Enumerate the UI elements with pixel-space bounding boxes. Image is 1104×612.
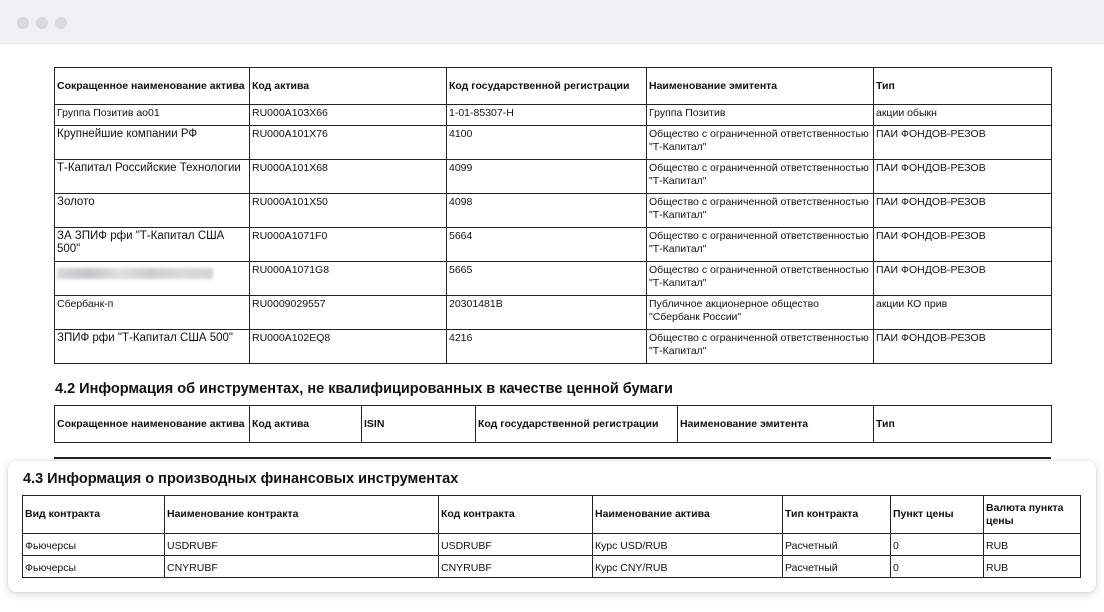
table-row bbox=[55, 228, 1052, 262]
derivatives-table bbox=[22, 495, 1081, 578]
cell-contract-code: CNYRUBF bbox=[439, 556, 593, 578]
table-row bbox=[23, 534, 1081, 556]
minimize-dot-icon[interactable] bbox=[36, 17, 48, 29]
cell-asset-code: RU000A101X68 bbox=[250, 160, 447, 194]
cell-currency: RUB bbox=[984, 534, 1081, 556]
cell-asset-code: RU0009029557 bbox=[250, 296, 447, 330]
cell-currency: RUB bbox=[984, 556, 1081, 578]
header-asset-short-name: Сокращенное наименование актива bbox=[55, 406, 250, 443]
cell-asset-code: RU000A101X76 bbox=[250, 126, 447, 160]
cell-asset-code: RU000A103X66 bbox=[250, 105, 447, 126]
cell-contract-kind: Фьючерсы bbox=[23, 534, 165, 556]
header-asset-code: Код актива bbox=[250, 68, 447, 105]
cell-issuer: Общество с ограниченной ответственностью "Т-Капитал" bbox=[647, 262, 874, 296]
cell-reg-code: 4098 bbox=[447, 194, 647, 228]
cell-contract-code: USDRUBF bbox=[439, 534, 593, 556]
header-state-reg-code: Код государственной регистрации bbox=[476, 406, 678, 443]
cell-type: ПАИ ФОНДОВ-РЕЗОВ bbox=[874, 126, 1052, 160]
cell-asset-name bbox=[55, 262, 250, 296]
header-contract-code: Код контракта bbox=[439, 496, 593, 534]
cell-type: ПАИ ФОНДОВ-РЕЗОВ bbox=[874, 228, 1052, 262]
cell-asset-name: Курс USD/RUB bbox=[593, 534, 783, 556]
header-price-point-currency: Валюта пункта цены bbox=[984, 496, 1081, 534]
header-isin: ISIN bbox=[362, 406, 476, 443]
table-header-row bbox=[23, 496, 1081, 534]
cell-asset-name: Группа Позитив ао01 bbox=[55, 105, 250, 126]
table-row bbox=[55, 105, 1052, 126]
cell-issuer: Общество с ограниченной ответственностью "Т-Капитал" bbox=[647, 126, 874, 160]
cell-type: ПАИ ФОНДОВ-РЕЗОВ bbox=[874, 330, 1052, 364]
maximize-dot-icon[interactable] bbox=[55, 17, 67, 29]
table-row bbox=[55, 126, 1052, 160]
header-contract-type: Тип контракта bbox=[783, 496, 891, 534]
cell-issuer: Группа Позитив bbox=[647, 105, 874, 126]
header-type: Тип bbox=[874, 68, 1052, 105]
header-contract-kind: Вид контракта bbox=[23, 496, 165, 534]
header-issuer-name: Наименование эмитента bbox=[647, 68, 874, 105]
cell-reg-code: 5665 bbox=[447, 262, 647, 296]
cell-issuer: Общество с ограниченной ответственностью "Т-Капитал" bbox=[647, 330, 874, 364]
table-row bbox=[55, 296, 1052, 330]
table-header-row bbox=[55, 68, 1052, 105]
redacted-name bbox=[57, 268, 213, 279]
cell-contract-name: CNYRUBF bbox=[165, 556, 439, 578]
cell-contract-type: Расчетный bbox=[783, 534, 891, 556]
cell-asset-code: RU000A1071F0 bbox=[250, 228, 447, 262]
cell-type: ПАИ ФОНДОВ-РЕЗОВ bbox=[874, 262, 1052, 296]
cell-asset-name: Крупнейшие компании РФ bbox=[55, 126, 250, 160]
cell-price-point: 0 bbox=[891, 534, 984, 556]
cell-issuer: Общество с ограниченной ответственностью "Т-Капитал" bbox=[647, 194, 874, 228]
section-4-2-title: 4.2 Информация об инструментах, не квалифицированных в качестве ценной бумаги bbox=[55, 381, 673, 397]
table-row bbox=[55, 194, 1052, 228]
cell-asset-name: Т-Капитал Российские Технологии bbox=[55, 160, 250, 194]
header-type: Тип bbox=[874, 406, 1052, 443]
cell-asset-code: RU000A102EQ8 bbox=[250, 330, 447, 364]
header-issuer-name: Наименование эмитента bbox=[678, 406, 874, 443]
cell-type: акции обыкн bbox=[874, 105, 1052, 126]
cell-asset-name: Сбербанк-п bbox=[55, 296, 250, 330]
cell-asset-code: RU000A1071G8 bbox=[250, 262, 447, 296]
cell-contract-kind: Фьючерсы bbox=[23, 556, 165, 578]
cell-reg-code: 20301481B bbox=[447, 296, 647, 330]
assets-table bbox=[54, 67, 1052, 364]
table-row bbox=[23, 556, 1081, 578]
cell-reg-code: 4100 bbox=[447, 126, 647, 160]
table-row bbox=[55, 160, 1052, 194]
cell-contract-name: USDRUBF bbox=[165, 534, 439, 556]
cell-issuer: Общество с ограниченной ответственностью "Т-Капитал" bbox=[647, 160, 874, 194]
header-state-reg-code: Код государственной регистрации bbox=[447, 68, 647, 105]
cell-issuer: Общество с ограниченной ответственностью "Т-Капитал" bbox=[647, 228, 874, 262]
cell-contract-type: Расчетный bbox=[783, 556, 891, 578]
section-4-3-title: 4.3 Информация о производных финансовых инструментах bbox=[23, 471, 459, 487]
cell-asset-name: ЗА ЗПИФ рфи "Т-Капитал США 500" bbox=[55, 228, 250, 262]
cell-type: акции КО прив bbox=[874, 296, 1052, 330]
cell-reg-code: 5664 bbox=[447, 228, 647, 262]
cell-type: ПАИ ФОНДОВ-РЕЗОВ bbox=[874, 160, 1052, 194]
close-dot-icon[interactable] bbox=[17, 17, 29, 29]
cell-reg-code: 4099 bbox=[447, 160, 647, 194]
header-asset-name: Наименование актива bbox=[593, 496, 783, 534]
table-row bbox=[55, 262, 1052, 296]
cell-asset-code: RU000A101X50 bbox=[250, 194, 447, 228]
cell-price-point: 0 bbox=[891, 556, 984, 578]
header-asset-code: Код актива bbox=[250, 406, 362, 443]
section-divider bbox=[54, 457, 1051, 459]
window-title-bar bbox=[0, 0, 1104, 44]
cell-reg-code: 1-01-85307-H bbox=[447, 105, 647, 126]
table-header-row bbox=[55, 406, 1052, 443]
cell-asset-name: Золото bbox=[55, 194, 250, 228]
cell-issuer: Публичное акционерное общество "Сбербанк России" bbox=[647, 296, 874, 330]
non-security-instruments-table bbox=[54, 405, 1052, 443]
table-row bbox=[55, 330, 1052, 364]
header-asset-short-name: Сокращенное наименование актива bbox=[55, 68, 250, 105]
cell-reg-code: 4216 bbox=[447, 330, 647, 364]
cell-asset-name: ЗПИФ рфи "Т-Капитал США 500" bbox=[55, 330, 250, 364]
header-contract-name: Наименование контракта bbox=[165, 496, 439, 534]
cell-type: ПАИ ФОНДОВ-РЕЗОВ bbox=[874, 194, 1052, 228]
header-price-point: Пункт цены bbox=[891, 496, 984, 534]
cell-asset-name: Курс CNY/RUB bbox=[593, 556, 783, 578]
